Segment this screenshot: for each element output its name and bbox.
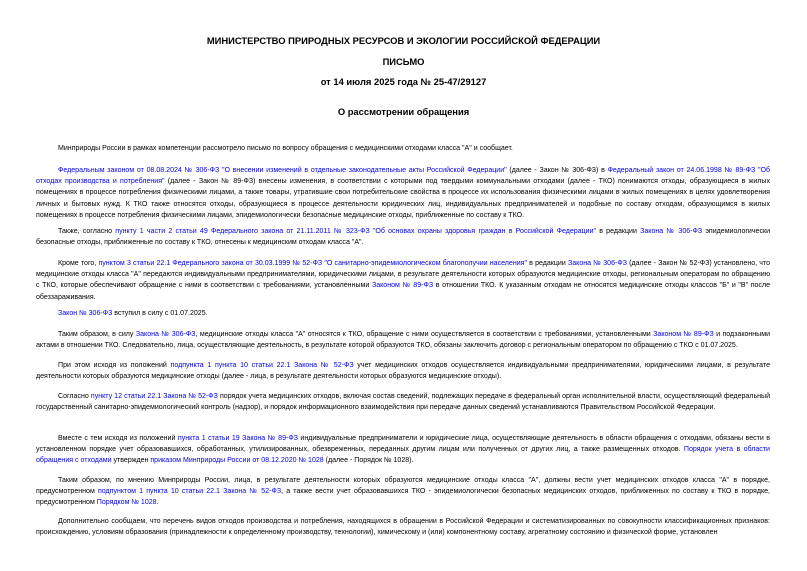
paragraph-text: Таким образом, по мнению Минприроды России, лица, в результате деятельности которых образуются медицинские отходы класса "А", должны вести учет медицинских отходов класса "А" в порядке, предусмотренном [36, 477, 770, 496]
document-link[interactable]: Закона № 306-ФЗ [568, 260, 627, 267]
document-link[interactable]: Федеральным законом от 08.08.2024 № 306-ФЗ "О внесении изменений в отдельные законодательные акты Российской Федерации" [58, 167, 507, 174]
paragraph-accounting [36, 360, 770, 382]
paragraph-article-19 [36, 433, 770, 467]
document-link[interactable]: пункту 1 части 2 статьи 49 Федерального закона от 21.11.2011 № 323-ФЗ "Об основах охраны здоровья граждан в Российской Федерации" [115, 228, 597, 235]
document-link[interactable]: подпунктом 1 пункта 10 статьи 22.1 Закона № 52-ФЗ [97, 488, 282, 496]
document-link[interactable]: пункту 12 статьи 22.1 Закона № 52-ФЗ [90, 393, 218, 400]
document-link[interactable]: подпункта 1 пункта 10 статьи 22.1 Закона № 52-ФЗ [170, 362, 354, 369]
paragraph-additional [36, 516, 770, 538]
document-subject: О рассмотрении обращения [337, 106, 470, 117]
paragraph-text: Кроме того, [58, 260, 99, 267]
document-link[interactable]: Порядком № 1028 [96, 499, 157, 507]
paragraph-text: вступил в силу с 01.07.2025. [112, 310, 208, 317]
paragraph-text: . [156, 499, 159, 507]
paragraph-text: (далее - Закон № 89-ФЗ) внесены изменения, в соответствии с которыми под твердыми коммунальными отходами (далее - ТКО) понимаются отходы, образующиеся в жилых помещениях в процессе потребления физическими лицами, а также товары, утратившие свои потребительские свойства в процессе их использования физическими лицами в жилых помещениях в целях удовлетворения личных и бытовых нужд. К ТКО также относятся отходы, образующиеся в процессе деятельности юридических лиц, индивидуальных предпринимателей и подобные по составу отходам, образующимся в жилых помещениях в процессе потребления физическими лицами, эпидемиологически безопасные медицинские отходы, приближенные по составу к ТКО. [36, 178, 770, 219]
paragraph-text: Также, согласно [58, 228, 116, 235]
document-link[interactable]: Федеральный закон от 24.06.1998 № 89-ФЗ "Об отходах производства и потребления" [36, 167, 770, 186]
paragraph-conclusion-2 [36, 475, 770, 509]
document-link[interactable]: пункта 1 статьи 19 Закона № 89-ФЗ [177, 435, 298, 442]
paragraph-text: утвержден [111, 457, 151, 465]
document-link[interactable]: Закона № 306-ФЗ [135, 331, 196, 338]
paragraph-text: (далее - Закон № 306-ФЗ) в [506, 167, 608, 174]
paragraph-text: Дополнительно сообщаем, что перечень видов отходов производства и потребления, находящихся в обращении в Российской Федерации и систематизированных по совокупности классификационных признаков: происхождению, условиям образования (принадлежности к определенному производству, технологии), химическому и (или) компонентному составу, агрегатному состоянию и физической форме, установлен [36, 518, 770, 537]
document-link[interactable]: Закона № 306-ФЗ [640, 228, 703, 235]
paragraph-text: в отношении ТКО. К указанным отходам не относятся медицинские отходы классов "Б" и "В" после обеззараживания. [36, 282, 770, 301]
paragraph-text: и подзаконными актами в отношении ТКО. Следовательно, лица, осуществляющие деятельность, в результате которой образуются ТКО, обязаны заключить договор с региональным оператором по обращению с ТКО с 01.07.2025. [36, 331, 771, 350]
document-link[interactable]: Законом № 89-ФЗ [371, 282, 434, 290]
paragraph-text: (далее - Порядок № 1028). [323, 457, 414, 465]
paragraph-effective-date [36, 308, 770, 319]
document-type: ПИСЬМО [382, 56, 425, 67]
paragraph-text: Минприроды России в рамках компетенции рассмотрело письмо по вопросу обращения с медицинскими отходами класса "А" и сообщает. [58, 145, 513, 152]
ministry-title: МИНИСТЕРСТВО ПРИРОДНЫХ РЕСУРСОВ И ЭКОЛОГИИ РОССИЙСКОЙ ФЕДЕРАЦИИ [206, 35, 601, 46]
document-link[interactable]: приказом Минприроды России от 08.12.2020 № 1028 [150, 457, 324, 465]
document-link[interactable]: Порядок учета в области обращения с отходами [36, 446, 770, 465]
paragraph-text: индивидуальные предприниматели и юридические лица, осуществляющие деятельность в области обращения с отходами, обязаны вести в установленном порядке учет образовавшихся, обработанных, утилизированных, обезвреженных, переданных другим лицам или полученных от других лиц, а также размещенных отходов. [36, 435, 770, 454]
paragraph-conclusion-1 [36, 329, 770, 351]
paragraph-text: (далее - Закон № 52-ФЗ) установлено, что медицинские отходы класса "А" передаются индивидуальными предпринимателями, юридическими лицами, в результате деятельности которых образуются медицинские отходы, региональным операторам по обращению с ТКО, которые обеспечивают обращение с ними в соответствии с требованиями, установленными [36, 260, 771, 290]
document-link[interactable]: Законом № 89-ФЗ [653, 331, 714, 338]
paragraph-text: эпидемиологически безопасные отходы, приближенные по составу к ТКО, отнесены к медицинским отходам класса "А". [36, 228, 771, 247]
paragraph-text: При этом исходя из положений [58, 362, 171, 369]
paragraph-text: Таким образом, в силу [58, 331, 136, 338]
paragraph-law-323 [36, 226, 770, 248]
paragraph-text: в редакции [526, 260, 568, 267]
paragraph-text: учет медицинских отходов осуществляется индивидуальными предпринимателями, юридическими лицами, в результате деятельности которых образуются медицинские отходы (далее - лица, в результате деятельности которых образуются медицинские отходы). [36, 362, 770, 381]
paragraph-text: порядок учета медицинских отходов, включая состав сведений, подлежащих передаче в федеральный орган исполнительной власти, осуществляющий федеральный государственный санитарно-эпидемиологический контроль (надзор), и порядок информационного взаимодействия при передаче данных сведений устанавливаются Правительством Российской Федерации. [36, 393, 771, 412]
paragraph-text: , медицинские отходы класса "А" относятся к ТКО, обращение с ними осуществляется в соответствии с требованиями, установленными [195, 331, 654, 338]
paragraph-text: в редакции [596, 228, 641, 235]
paragraph-law-52 [36, 258, 770, 303]
paragraph-text: , а также вести учет образовавшихся ТКО - эпидемиологически безопасных медицинских отходов, приближенных по составу к ТКО в порядке, предусмотренном [36, 488, 770, 507]
paragraph-text: Согласно [58, 393, 91, 400]
document-link[interactable]: Закон № 306-ФЗ [58, 310, 113, 317]
document-date-number: от 14 июля 2025 года № 25-47/29127 [320, 76, 487, 87]
paragraph-procedure [36, 391, 770, 413]
document-link[interactable]: пунктом 3 статьи 22.1 Федерального закона от 30.03.1999 № 52-ФЗ "О санитарно-эпидемиологическом благополучии населения" [98, 260, 527, 267]
paragraph-text: Вместе с тем исходя из положений [58, 435, 178, 442]
paragraph-law-306 [36, 165, 770, 221]
paragraph-intro [36, 143, 770, 154]
